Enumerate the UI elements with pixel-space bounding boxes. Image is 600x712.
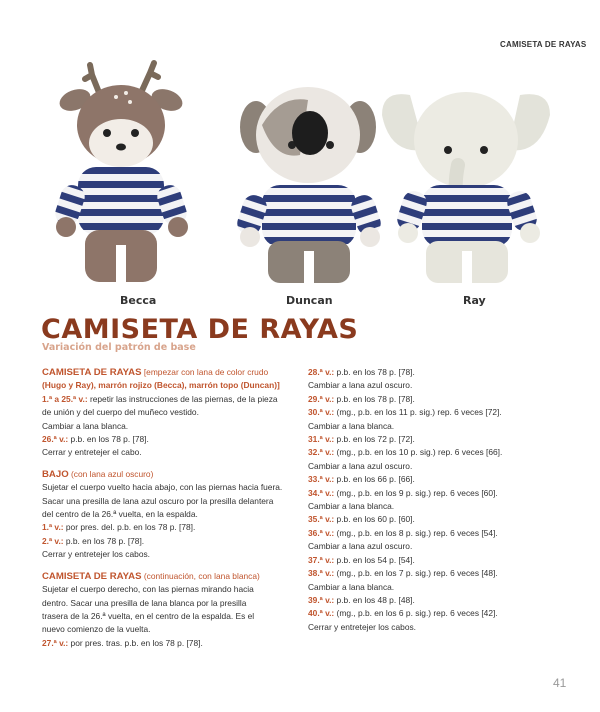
round-line: Cambiar a lana azul oscuro. xyxy=(308,541,413,552)
page-title: CAMISETA DE RAYAS xyxy=(41,314,359,345)
round-line: 1.ª v.: por pres. del. p.b. en los 78 p. [78]. xyxy=(42,522,196,533)
page-subtitle: Variación del patrón de base xyxy=(42,342,196,353)
round-line: 38.ª v.: (mg., p.b. en los 7 p. sig.) rep. 6 veces [48]. xyxy=(308,568,498,579)
round-line: Cambiar a lana azul oscuro. xyxy=(308,460,413,471)
becca-toy xyxy=(52,63,189,282)
toy-name-ray: Ray xyxy=(463,294,486,307)
round-line: 30.ª v.: (mg., p.b. en los 11 p. sig.) rep. 6 veces [72]. xyxy=(308,407,502,418)
text-line: Sujetar el cuerpo derecho, con las piernas mirando hacia xyxy=(42,584,254,595)
round-line: 31.ª v.: p.b. en los 72 p. [72]. xyxy=(308,434,415,445)
text-line: Sacar una presilla de lana azul oscuro por la presilla delantera xyxy=(42,495,274,506)
instructions-left-column xyxy=(42,366,300,650)
toy-name-duncan: Duncan xyxy=(286,294,333,307)
round-line: 27.ª v.: por pres. tras. p.b. en los 78 p. [78]. xyxy=(42,637,203,648)
round-line: 34.ª v.: (mg., p.b. en los 9 p. sig.) rep. 6 veces [60]. xyxy=(308,487,498,498)
text-line: trasera de la 26.ª vuelta, en el centro de la espalda. Es el xyxy=(42,610,255,621)
round-line: Cambiar a lana azul oscuro. xyxy=(308,380,413,391)
round-line: 28.ª v.: p.b. en los 78 p. [78]. xyxy=(308,367,415,377)
ray-toy xyxy=(382,92,550,283)
round-line: Cambiar a lana blanca. xyxy=(308,501,395,512)
section-heading: CAMISETA DE RAYAS (continuación, con lana blanca) xyxy=(42,570,260,582)
text-line: Cerrar y entretejer el cabo. xyxy=(42,447,142,458)
toys-photo xyxy=(30,55,570,290)
round-line: 2.ª v.: p.b. en los 78 p. [78]. xyxy=(42,535,145,546)
round-line: Cambiar a lana blanca. xyxy=(308,581,395,592)
page-number: 41 xyxy=(553,676,567,690)
round-line: 32.ª v.: (mg., p.b. en los 10 p. sig.) rep. 6 veces [66]. xyxy=(308,447,503,458)
round-line: 33.ª v.: p.b. en los 66 p. [66]. xyxy=(308,474,415,485)
text-line: dentro. Sacar una presilla de lana blanca por la presilla xyxy=(42,597,247,608)
toy-name-becca: Becca xyxy=(120,294,157,307)
instructions-right-column xyxy=(308,366,578,634)
round-line: 1.ª a 25.ª v.: repetir las instrucciones de las piernas, de la pieza xyxy=(42,393,278,404)
section-heading: CAMISETA DE RAYAS [empezar con lana de color crudo xyxy=(42,367,269,378)
round-line: 39.ª v.: p.b. en los 48 p. [48]. xyxy=(308,594,415,605)
running-header: CAMISETA DE RAYAS xyxy=(500,40,587,49)
text-line: Cerrar y entretejer los cabos. xyxy=(42,549,150,560)
round-line: 29.ª v.: p.b. en los 78 p. [78]. xyxy=(308,393,415,404)
text-line: Cambiar a lana blanca. xyxy=(42,420,129,431)
round-line: Cambiar a lana blanca. xyxy=(308,420,395,431)
round-line: Cerrar y entretejer los cabos. xyxy=(308,621,416,632)
round-line: 35.ª v.: p.b. en los 60 p. [60]. xyxy=(308,514,415,525)
round-line: 26.ª v.: p.b. en los 78 p. [78]. xyxy=(42,434,149,445)
text-line: Sujetar el cuerpo vuelto hacia abajo, con las piernas hacia fuera. xyxy=(42,482,283,493)
section-heading: BAJO (con lana azul oscuro) xyxy=(42,468,154,480)
text-line: de unión y del cuerpo del muñeco vestido. xyxy=(42,407,199,418)
round-line: 40.ª v.: (mg., p.b. en los 6 p. sig.) rep. 6 veces [42]. xyxy=(308,608,498,619)
text-line: del centro de la 26.ª vuelta, en la espalda. xyxy=(42,509,198,520)
round-line: 37.ª v.: p.b. en los 54 p. [54]. xyxy=(308,554,415,565)
round-line: 36.ª v.: (mg., p.b. en los 8 p. sig.) rep. 6 veces [54]. xyxy=(308,527,498,538)
text-line: nuevo comienzo de la vuelta. xyxy=(42,624,151,635)
section-subheading: (Hugo y Ray), marrón rojizo (Becca), marrón topo (Duncan)] xyxy=(42,380,280,391)
duncan-toy xyxy=(234,87,383,283)
